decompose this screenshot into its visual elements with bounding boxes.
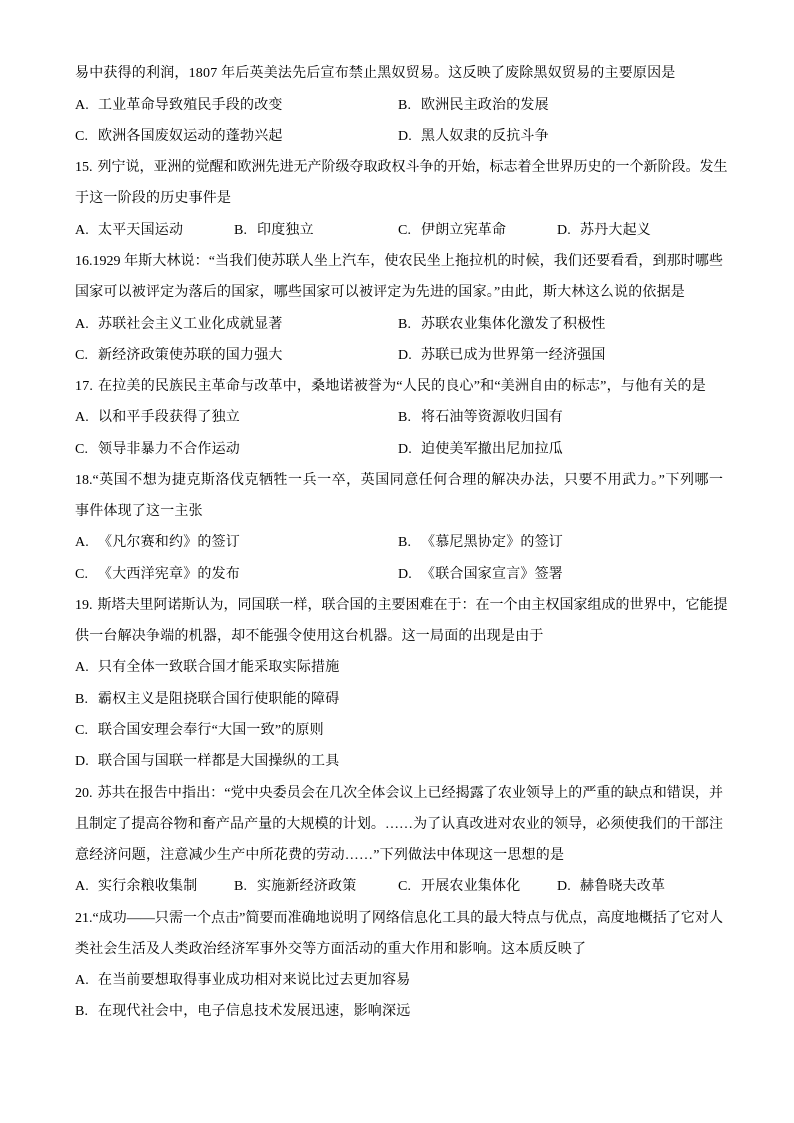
option-d: [398, 121, 723, 152]
option-text: 太平天国运动: [98, 222, 184, 238]
question-number: 17.: [75, 379, 94, 395]
question-15: [75, 152, 728, 246]
question-number: 15.: [75, 160, 93, 176]
options-row: [75, 434, 723, 465]
question-stem-text: 易中获得的利润，1807 年后英美法先后宣布禁止黑奴贸易。这反映了废除黑奴贸易的主要原因是: [75, 66, 676, 82]
question-stem-line: [75, 903, 723, 934]
question-stem-line: [75, 183, 723, 214]
option-letter: D.: [398, 441, 413, 457]
option-text: 欧洲民主政治的发展: [421, 97, 549, 113]
option-a: [75, 527, 398, 558]
question-21: [75, 903, 723, 1028]
options-row: [75, 309, 723, 340]
option-letter: C.: [75, 347, 89, 363]
option-text: 霸权主义是阻挠联合国行使职能的障碍: [98, 691, 340, 707]
option-d: [75, 746, 723, 777]
option-text: 苏联已成为世界第一经济强国: [421, 347, 606, 363]
option-letter: C.: [398, 222, 412, 238]
option-c: [75, 434, 398, 465]
question-stem-line: [75, 58, 723, 89]
option-letter: D.: [557, 879, 572, 895]
question-stem-line: [75, 809, 723, 840]
option-c: [75, 715, 723, 746]
option-text: 苏丹大起义: [580, 222, 651, 238]
option-text: 工业革命导致殖民手段的改变: [98, 97, 283, 113]
option-text: 实行余粮收集制: [98, 879, 198, 895]
question-17: [75, 371, 723, 465]
question-number: 18.: [75, 472, 93, 488]
option-letter: B.: [234, 879, 248, 895]
option-b: [398, 309, 723, 340]
option-text: 开展农业集体化: [421, 879, 521, 895]
question-stem-text: 在拉美的民族民主革命与改革中，桑地诺被誉为“人民的良心”和“美洲自由的标志”，与他有关的是: [98, 379, 706, 395]
question-stem-text: 斯塔夫里阿诺斯认为，同国联一样，联合国的主要困难在于：在一个由主权国家组成的世界中，它能提: [97, 597, 728, 613]
option-letter: A.: [75, 660, 90, 676]
option-letter: D.: [398, 566, 413, 582]
options-row: [75, 121, 723, 152]
option-letter: A.: [75, 97, 90, 113]
option-a: [75, 402, 398, 433]
question-stem-line: [75, 496, 723, 527]
option-text: 迫使美军撤出尼加拉瓜: [421, 441, 563, 457]
option-b: [398, 527, 723, 558]
option-letter: A.: [75, 222, 90, 238]
option-letter: C.: [75, 128, 89, 144]
options-row: [75, 90, 723, 121]
question-19: [75, 590, 728, 778]
option-letter: D.: [398, 128, 413, 144]
option-letter: A.: [75, 316, 90, 332]
option-letter: B.: [398, 410, 412, 426]
option-text: 《慕尼黑协定》的签订: [421, 535, 563, 551]
page-content: [75, 58, 728, 1027]
option-text: 《大西洋宪章》的发布: [98, 566, 240, 582]
option-letter: A.: [75, 879, 90, 895]
question-stem-line: [75, 277, 723, 308]
option-text: 印度独立: [257, 222, 314, 238]
question-14: [75, 58, 723, 152]
option-text: 苏联社会主义工业化成就显著: [98, 316, 283, 332]
option-a: [75, 965, 723, 996]
option-a: [75, 309, 398, 340]
option-letter: A.: [75, 535, 90, 551]
option-c: [75, 559, 398, 590]
question-stem-line: [75, 840, 723, 871]
option-b: [398, 90, 723, 121]
option-d: [557, 871, 723, 902]
option-d: [398, 340, 723, 371]
option-b: [398, 402, 723, 433]
option-d: [398, 559, 723, 590]
option-b: [75, 684, 723, 715]
option-text: 在当前要想取得事业成功相对来说比过去更加容易: [98, 973, 411, 989]
option-b: [234, 215, 398, 246]
option-b: [75, 996, 723, 1027]
question-number: 21.: [75, 910, 93, 926]
option-text: 在现代社会中，电子信息技术发展迅速，影响深远: [98, 1004, 411, 1020]
option-letter: C.: [75, 441, 89, 457]
option-text: 将石油等资源收归国有: [421, 410, 563, 426]
question-stem-text: 1929 年斯大林说：“当我们使苏联人坐上汽车，使农民坐上拖拉机的时候，我们还要看看，到那时哪些: [92, 253, 723, 269]
option-letter: D.: [557, 222, 572, 238]
option-letter: B.: [75, 691, 89, 707]
option-letter: B.: [398, 535, 412, 551]
option-c: [75, 121, 398, 152]
option-letter: A.: [75, 973, 90, 989]
option-text: 伊朗立宪革命: [421, 222, 507, 238]
question-stem-line: [75, 371, 723, 402]
option-a: [75, 652, 723, 683]
option-letter: D.: [398, 347, 413, 363]
options-row: [75, 871, 723, 902]
question-stem-line: [75, 778, 723, 809]
question-stem-text: 类社会生活及人类政治经济军事外交等方面活动的重大作用和影响。这本质反映了: [75, 941, 587, 957]
question-stem-text: 供一台解决争端的机器，却不能强令使用这台机器。这一局面的出现是由于: [75, 629, 544, 645]
question-stem-text: 事件体现了这一主张: [75, 504, 203, 520]
question-stem-text: 苏共在报告中指出：“党中央委员会在几次全体会议上已经揭露了农业领导上的严重的缺点和错误，并: [97, 785, 723, 801]
option-letter: C.: [75, 722, 89, 738]
option-letter: B.: [398, 97, 412, 113]
question-number: 20.: [75, 785, 93, 801]
question-stem-line: [75, 590, 728, 621]
question-stem-text: 意经济问题，注意减少生产中所花费的劳动……”下列做法中体现这一思想的是: [75, 848, 565, 864]
option-text: 实施新经济政策: [257, 879, 357, 895]
option-text: 以和平手段获得了独立: [98, 410, 240, 426]
question-stem-line: [75, 152, 728, 183]
option-text: 新经济政策使苏联的国力强大: [98, 347, 283, 363]
question-18: [75, 465, 723, 590]
option-c: [75, 340, 398, 371]
option-text: 赫鲁晓夫改革: [580, 879, 666, 895]
option-text: 《凡尔赛和约》的签订: [98, 535, 240, 551]
option-letter: C.: [398, 879, 412, 895]
option-text: 黑人奴隶的反抗斗争: [421, 128, 549, 144]
option-d: [398, 434, 723, 465]
option-letter: A.: [75, 410, 90, 426]
question-stem-text: “成功——只需一个点击”简要而准确地说明了网络信息化工具的最大特点与优点，高度地概括了它对人: [92, 910, 723, 926]
question-stem-text: “英国不想为捷克斯洛伐克牺牲一兵一卒，英国同意任何合理的解决办法，只要不用武力。”下列哪一: [92, 472, 723, 488]
option-c: [398, 215, 557, 246]
question-20: [75, 778, 723, 903]
options-row: [75, 559, 723, 590]
option-a: [75, 871, 234, 902]
option-text: 《联合国家宣言》签署: [421, 566, 563, 582]
option-text: 联合国安理会奉行“大国一致”的原则: [98, 722, 324, 738]
options-row: [75, 215, 723, 246]
question-number: 19.: [75, 597, 93, 613]
option-c: [398, 871, 557, 902]
question-stem-text: 于这一阶段的历史事件是: [75, 191, 232, 207]
option-letter: B.: [234, 222, 248, 238]
option-a: [75, 215, 234, 246]
option-letter: B.: [75, 1004, 89, 1020]
options-row: [75, 340, 723, 371]
question-stem-line: [75, 934, 723, 965]
option-text: 欧洲各国废奴运动的蓬勃兴起: [98, 128, 283, 144]
question-stem-line: [75, 246, 723, 277]
option-d: [557, 215, 723, 246]
option-b: [234, 871, 398, 902]
options-row: [75, 402, 723, 433]
option-letter: C.: [75, 566, 89, 582]
options-row: [75, 527, 723, 558]
question-stem-text: 国家可以被评定为落后的国家，哪些国家可以被评定为先进的国家。”由此，斯大林这么说的依据是: [75, 285, 686, 301]
question-number: 16.: [75, 253, 93, 269]
option-text: 苏联农业集体化激发了积极性: [421, 316, 606, 332]
question-16: [75, 246, 723, 371]
option-letter: D.: [75, 754, 90, 770]
question-stem-line: [75, 465, 723, 496]
option-text: 领导非暴力不合作运动: [98, 441, 240, 457]
question-stem-line: [75, 621, 723, 652]
option-letter: B.: [398, 316, 412, 332]
question-stem-text: 列宁说，亚洲的觉醒和欧洲先进无产阶级夺取政权斗争的开始，标志着全世界历史的一个新阶段。发生: [97, 160, 728, 176]
question-stem-text: 且制定了提高谷物和畜产品产量的大规模的计划。……为了认真改进对农业的领导，必须使我们的干部注: [75, 816, 723, 832]
option-text: 只有全体一致联合国才能采取实际措施: [98, 660, 340, 676]
option-text: 联合国与国联一样都是大国操纵的工具: [98, 754, 340, 770]
option-a: [75, 90, 398, 121]
